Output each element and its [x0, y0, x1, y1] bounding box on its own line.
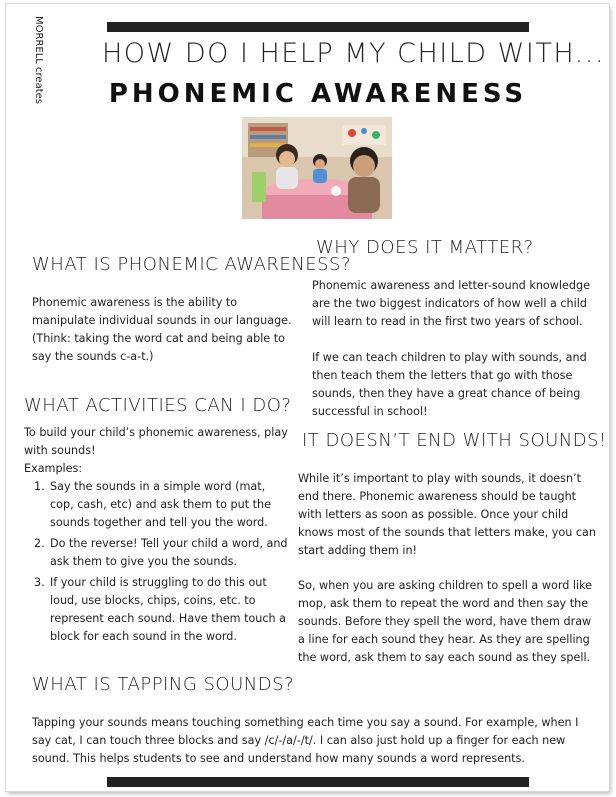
not-end-heading: IT DOESN’T END WITH SOUNDS!: [302, 430, 607, 451]
why-paragraph-1: Phonemic awareness and letter-sound knowledge are the two biggest indicators of how well a child will learn to read in the first two years of school.: [312, 279, 590, 328]
why-paragraph-2: If we can teach children to play with sounds, and then teach them the letters that go with those sounds, then they have a great chance of being successful in school!: [312, 351, 587, 418]
classroom-photo: [242, 117, 392, 219]
list-item: 1. Say the sounds in a simple word (mat, cop, cash, etc) and ask them to put the sounds together and tell you the word.: [34, 480, 272, 529]
activities-list: [24, 478, 292, 649]
page-subtitle: PHONEMIC AWARENESS: [108, 79, 528, 109]
examples-label: Examples:: [24, 462, 83, 475]
brand-logo: MORRELL creates: [33, 16, 44, 104]
not-end-paragraph-2: So, when you are asking children to spell a word like mop, ask them to repeat the word and then say the sounds. Before they spell the word, have them draw a line for each sound they hear. As they are spelling the word, ask them to say each sound as they spell.: [298, 579, 593, 664]
list-item: 2. Do the reverse! Tell your child a word, and ask them to give you the sounds.: [34, 537, 288, 568]
top-divider-bar: [107, 22, 529, 32]
not-end-paragraph-1: While it’s important to play with sounds, it doesn’t end there. Phonemic awareness should be taught with letters as soon as possible. Once your child knows most of the sounds that letters make, you can start adding them in!: [298, 472, 597, 557]
why-heading: WHY DOES IT MATTER?: [316, 237, 534, 258]
page-title: HOW DO I HELP MY CHILD WITH...: [102, 38, 605, 69]
activities-heading: WHAT ACTIVITIES CAN I DO?: [24, 395, 292, 416]
document-page: [6, 4, 609, 791]
tapping-body: Tapping your sounds means touching something each time you say a sound. For example, when I say cat, I can touch three blocks and say /c/-/a/-/t/. I can also just hold up a finger for each new sound. This helps students to see and understand how many sounds a word represents.: [32, 716, 579, 765]
bottom-divider-bar: [107, 777, 529, 787]
what-is-body: Phonemic awareness is the ability to manipulate individual sounds in our language. (Think: taking the word cat and being able to say the sounds c-a-t.): [32, 296, 292, 363]
activities-intro: To build your child’s phonemic awareness, play with sounds!: [24, 426, 288, 457]
tapping-heading: WHAT IS TAPPING SOUNDS?: [32, 674, 295, 695]
list-item: 3. If your child is struggling to do this out loud, use blocks, chips, coins, etc. to represent each sound. Have them touch a block for each sound in the word.: [34, 576, 287, 643]
what-is-heading: WHAT IS PHONEMIC AWARENESS?: [32, 254, 352, 275]
